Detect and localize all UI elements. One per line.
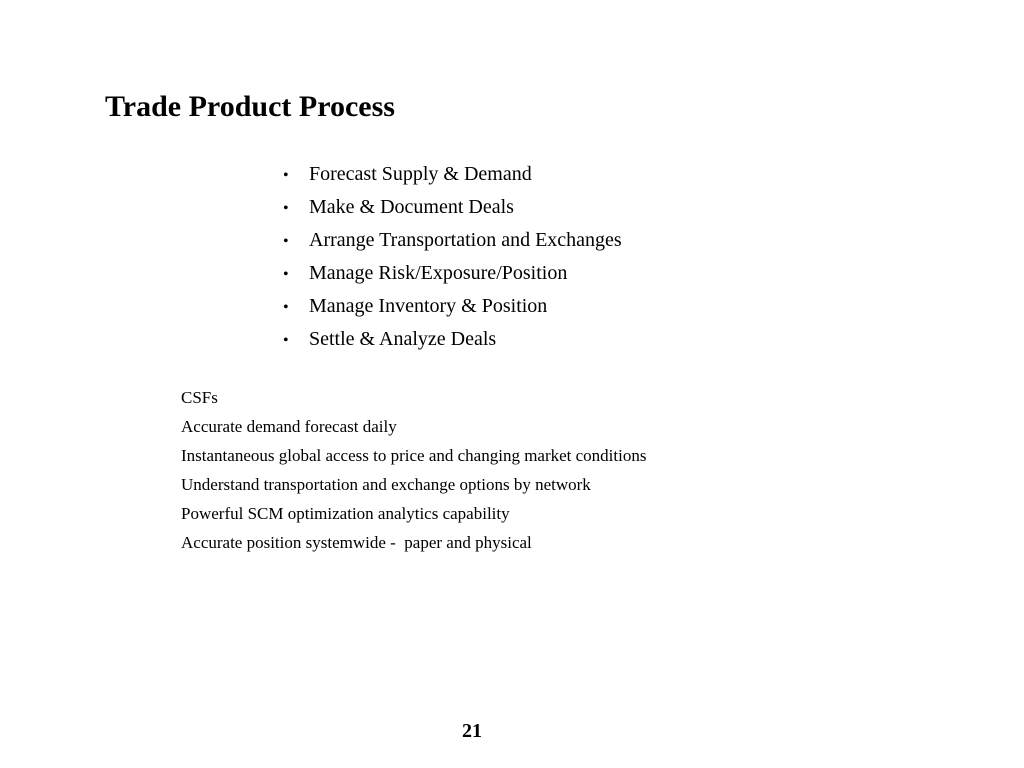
bullet-text: Settle & Analyze Deals — [309, 328, 497, 350]
process-bullet-list — [283, 158, 622, 356]
csf-heading: CSFs — [181, 388, 218, 407]
bullet-icon: • — [283, 299, 289, 316]
bullet-text: Manage Inventory & Position — [309, 295, 548, 317]
page-number: 21 — [462, 720, 482, 742]
csf-item: Accurate demand forecast daily — [181, 417, 397, 436]
bullet-icon: • — [283, 266, 289, 283]
bullet-icon: • — [283, 167, 289, 184]
bullet-item — [283, 224, 622, 257]
bullet-icon: • — [283, 233, 289, 250]
bullet-text: Forecast Supply & Demand — [309, 163, 532, 185]
csf-section — [181, 383, 646, 557]
csf-item: Accurate position systemwide - paper and physical — [181, 533, 532, 552]
csf-item: Understand transportation and exchange options by network — [181, 475, 591, 494]
csf-item: Powerful SCM optimization analytics capability — [181, 504, 510, 523]
bullet-item — [283, 158, 622, 191]
slide-title: Trade Product Process — [105, 90, 395, 123]
bullet-item — [283, 290, 622, 323]
bullet-icon: • — [283, 200, 289, 217]
bullet-item — [283, 323, 622, 356]
bullet-text: Arrange Transportation and Exchanges — [309, 229, 622, 251]
bullet-text: Manage Risk/Exposure/Position — [309, 262, 568, 284]
bullet-icon: • — [283, 332, 289, 349]
csf-item: Instantaneous global access to price and changing market conditions — [181, 446, 647, 465]
bullet-item — [283, 191, 622, 224]
bullet-item — [283, 257, 622, 290]
bullet-text: Make & Document Deals — [309, 196, 514, 218]
